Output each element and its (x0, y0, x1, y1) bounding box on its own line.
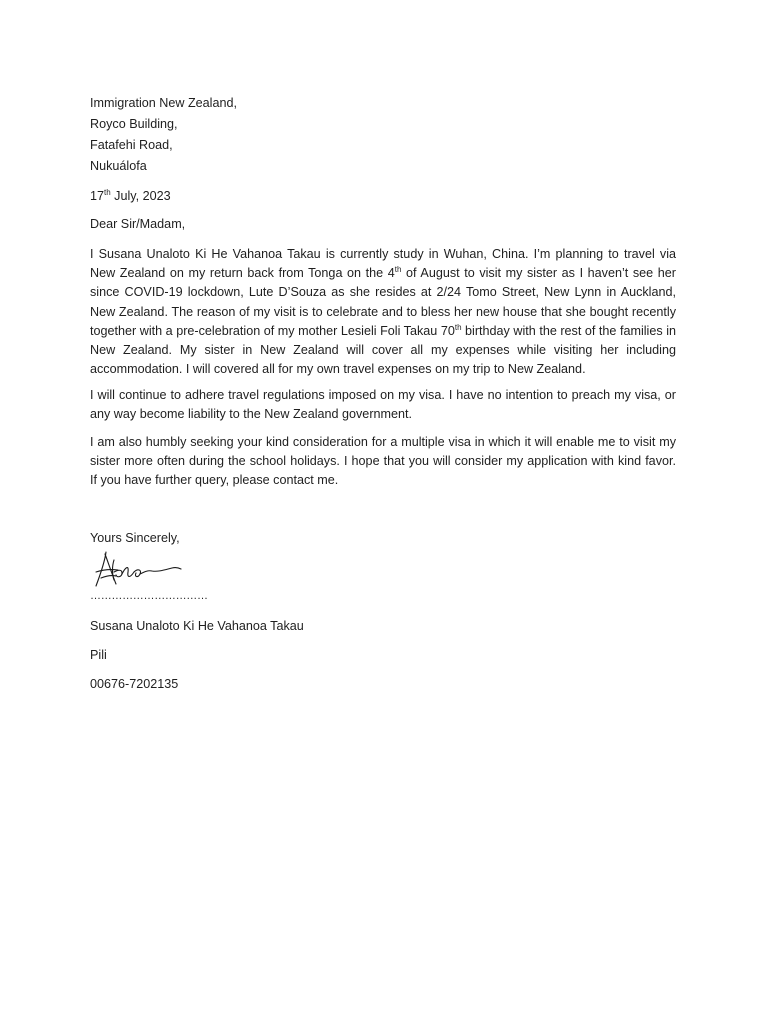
closing: Yours Sincerely, (90, 531, 180, 545)
paragraph-1-part-2: of August to visit my sister as I haven’t see her since COVID-19 lockdown, Lute D’Souza as she resides at 2/24 Tomo Street, New Lynn in Auckland, New Zealand. The reason of my visit is to celebrate and to bless her new house that she bought recently together with a pre-celebration of my mother Lesieli Foli Takau 70 (90, 266, 676, 338)
date-day-suffix: th (104, 187, 111, 197)
paragraph-1-part-3: birthday with the rest of the families in New Zealand. My sister in New Zealand will cover all my expenses while visiting her including accommodation. I will covered all for my own travel expenses on my trip to New Zealand. (90, 323, 676, 377)
paragraph-1-sup-2: th (454, 322, 462, 332)
paragraph-3: I am also humbly seeking your kind consideration for a multiple visa in which it will enable me to visit my sister more often during the school holidays. I hope that you will consider my application with kind favor. If you have further query, please contact me. (90, 435, 676, 488)
recipient-address (90, 93, 237, 177)
recipient-line-3: Fatafehi Road, (90, 138, 173, 152)
signer-phone: 00676-7202135 (90, 677, 179, 691)
paragraph-2: I will continue to adhere travel regulations imposed on my visa. I have no intention to preach my visa, or any way become liability to the New Zealand government. (90, 388, 676, 422)
salutation: Dear Sir/Madam, (90, 217, 186, 231)
signer-location: Pili (90, 648, 107, 662)
recipient-line-1: Immigration New Zealand, (90, 96, 237, 110)
recipient-line-4: Nukuálofa (90, 159, 147, 173)
paragraph-1-sup-1: th (394, 265, 402, 275)
signer-name: Susana Unaloto Ki He Vahanoa Takau (90, 619, 304, 633)
recipient-line-2: Royco Building, (90, 117, 178, 131)
date-rest: July, 2023 (110, 189, 171, 203)
letter-date (90, 187, 171, 205)
paragraph-1 (90, 245, 676, 379)
handwritten-signature (92, 548, 184, 590)
date-day: 17 (90, 189, 105, 203)
signature-line: …………………………… (90, 590, 208, 602)
paragraph-1-part-1: I Susana Unaloto Ki He Vahanoa Takau is currently study in Wuhan, China. I’m planning to travel via New Zealand on my return back from Tonga on the 4 (90, 247, 676, 281)
